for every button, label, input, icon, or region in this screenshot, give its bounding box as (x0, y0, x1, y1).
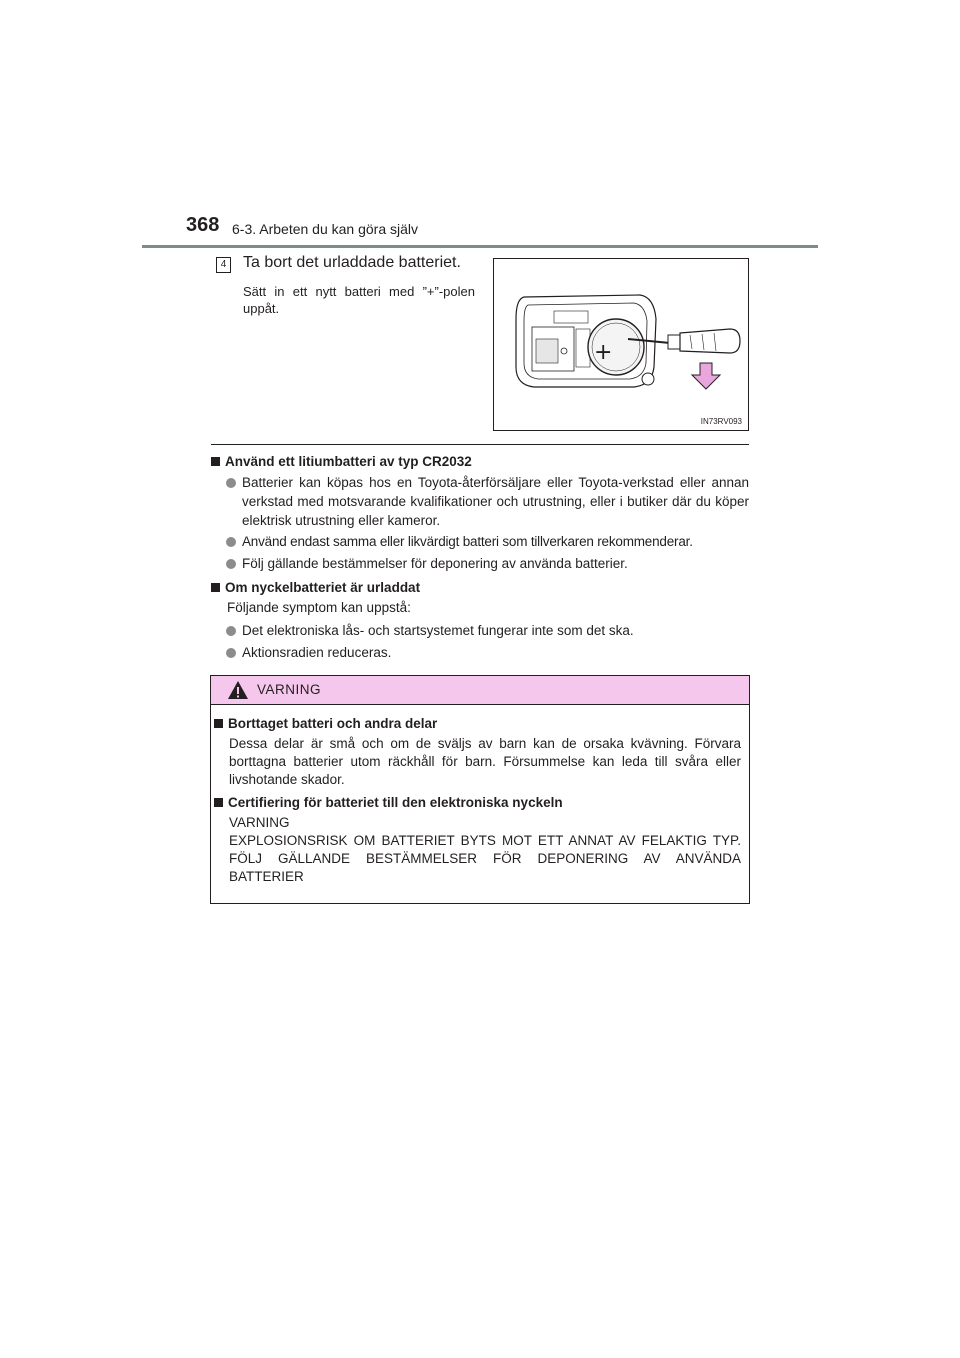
bullet-icon (226, 478, 236, 488)
warning-label: VARNING (257, 682, 322, 697)
figure-code: IN73RV093 (700, 417, 742, 426)
screwdriver-handle (680, 329, 740, 353)
square-bullet-icon (214, 798, 223, 807)
list-item: Använd endast samma eller likvärdigt batteri som tillverkaren rekommenderar. (242, 534, 693, 549)
battery-plus-sign: + (594, 340, 613, 365)
square-bullet-icon (214, 719, 223, 728)
discharged-heading: Om nyckelbatteriet är urladdat (211, 580, 420, 595)
list-item: Batterier kan köpas hos en Toyota-återförsäljare eller Toyota-verkstad eller annan verkstad med motsvarande kvalifikationer och utrustning, eller i butiker där du köper elektrisk utrustning eller kameror. (242, 475, 749, 528)
step-number-badge: 4 (216, 257, 231, 273)
step-title: Ta bort det urladdade batteriet. (243, 254, 461, 271)
square-bullet-icon (211, 583, 220, 592)
list-item: Det elektroniska lås- och startsystemet fungerar inte som det ska. (242, 623, 634, 638)
discharged-intro: Följande symptom kan uppstå: (227, 600, 411, 615)
warning-triangle-icon (227, 680, 249, 700)
page-number: 368 (186, 214, 220, 236)
warning-item-text: EXPLOSIONSRISK OM BATTERIET BYTS MOT ETT ANNAT AV FELAKTIG TYP. FÖLJ GÄLLANDE BESTÄMMELSER FÖR DEPONERING AV ANVÄNDA BATTERIER (229, 833, 741, 884)
list-item: Aktionsradien reduceras. (242, 645, 392, 660)
list-item: Följ gällande bestämmelser för deponering av använda batterier. (242, 556, 628, 571)
bullet-icon (226, 559, 236, 569)
bullet-icon (226, 626, 236, 636)
warning-item-text: VARNING (229, 815, 290, 830)
warning-item-text: Dessa delar är små och om de sväljs av barn kan de orsaka kvävning. Förvara borttagna batterier utom räckhåll för barn. Försummelse kan leda till svåra eller livshotande skador. (229, 736, 741, 787)
section-title: 6-3. Arbeten du kan göra själv (232, 221, 419, 237)
warning-item-heading: Certifiering för batteriet till den elektroniska nyckeln (214, 795, 563, 810)
section-divider (211, 444, 749, 445)
step-instruction: Sätt in ett nytt batteri med ”+”-polen uppåt. (243, 284, 475, 316)
warning-header (211, 676, 749, 705)
square-bullet-icon (211, 457, 220, 466)
warning-box (210, 675, 750, 904)
header-rule (142, 245, 818, 248)
warning-item-heading: Borttaget batteri och andra delar (214, 716, 437, 731)
bullet-icon (226, 537, 236, 547)
bullet-icon (226, 648, 236, 658)
downward-arrow-icon (692, 363, 720, 389)
battery-type-heading: Använd ett litiumbatteri av typ CR2032 (211, 454, 472, 469)
battery-replacement-figure (493, 258, 749, 431)
key-fob-illustration (494, 259, 750, 432)
